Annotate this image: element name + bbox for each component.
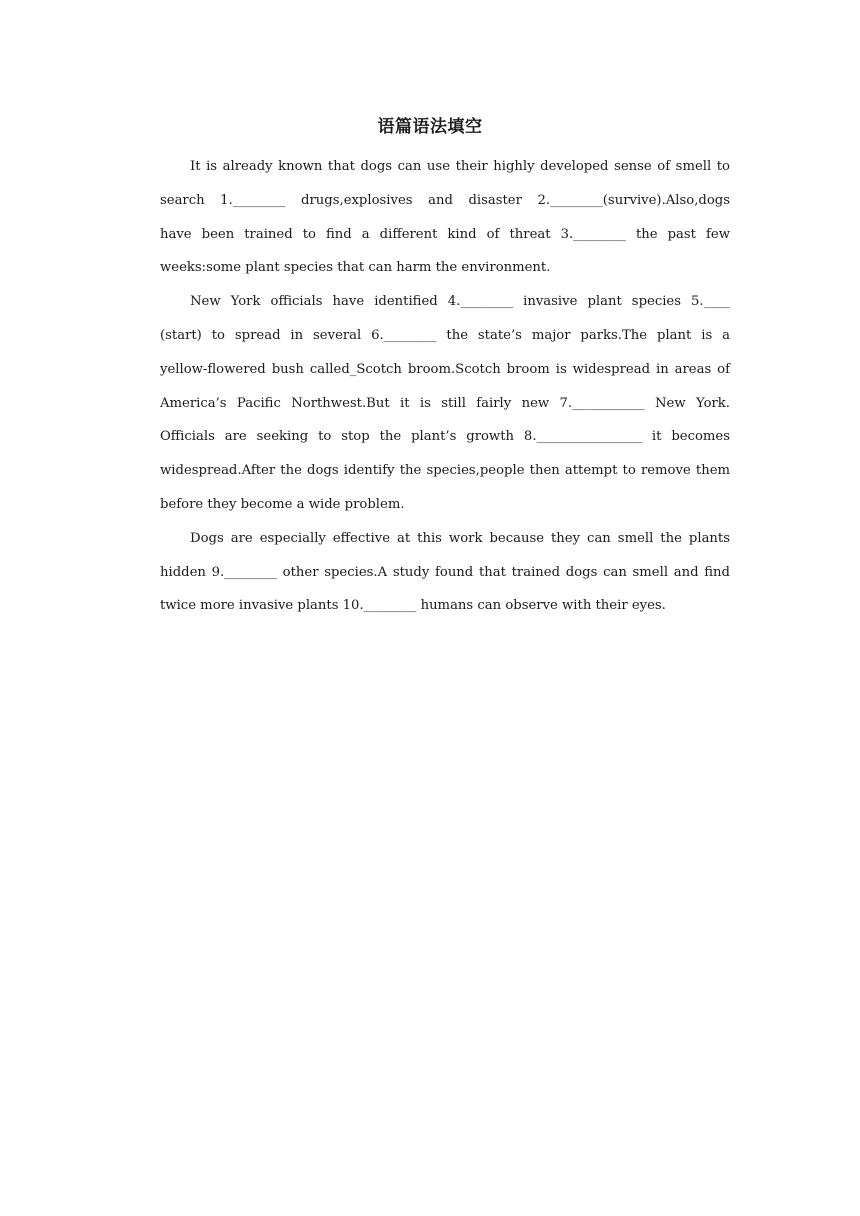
text-line: before they become a wide problem. <box>160 496 405 512</box>
text-line: It is already known that dogs can use their highly developed sense of smell to <box>190 159 730 174</box>
text-line: have been trained to find a different kind of threat 3.________ the past few <box>160 226 730 242</box>
paragraph-3 <box>130 522 730 623</box>
text-line: (start) to spread in several 6.________ the state’s major parks.The plant is a <box>160 327 730 343</box>
text-line: America’s Pacific Northwest.But it is still fairly new 7.___________ New York. <box>160 395 730 411</box>
document-title: 语篇语法填空 <box>377 117 483 137</box>
text-line: widespread.After the dogs identify the species,people then attempt to remove them <box>160 463 730 479</box>
paragraph-1 <box>130 150 730 285</box>
text-line: twice more invasive plants 10.________ humans can observe with their eyes. <box>160 598 666 614</box>
document-body <box>130 150 730 623</box>
text-line: weeks:some plant species that can harm the environment. <box>160 260 551 276</box>
text-line: yellow-flowered bush called_Scotch broom.Scotch broom is widespread in areas of <box>160 361 730 377</box>
paragraph-2 <box>130 285 730 522</box>
text-line: Officials are seeking to stop the plant’s growth 8.________________ it becomes <box>160 429 730 445</box>
text-line: hidden 9.________ other species.A study found that trained dogs can smell and find <box>160 564 730 580</box>
text-line: New York officials have identified 4.________ invasive plant species 5.____ <box>190 294 730 310</box>
text-line: search 1.________ drugs,explosives and disaster 2.________(survive).Also,dogs <box>160 192 730 208</box>
text-line: Dogs are especially effective at this work because they can smell the plants <box>190 530 730 546</box>
